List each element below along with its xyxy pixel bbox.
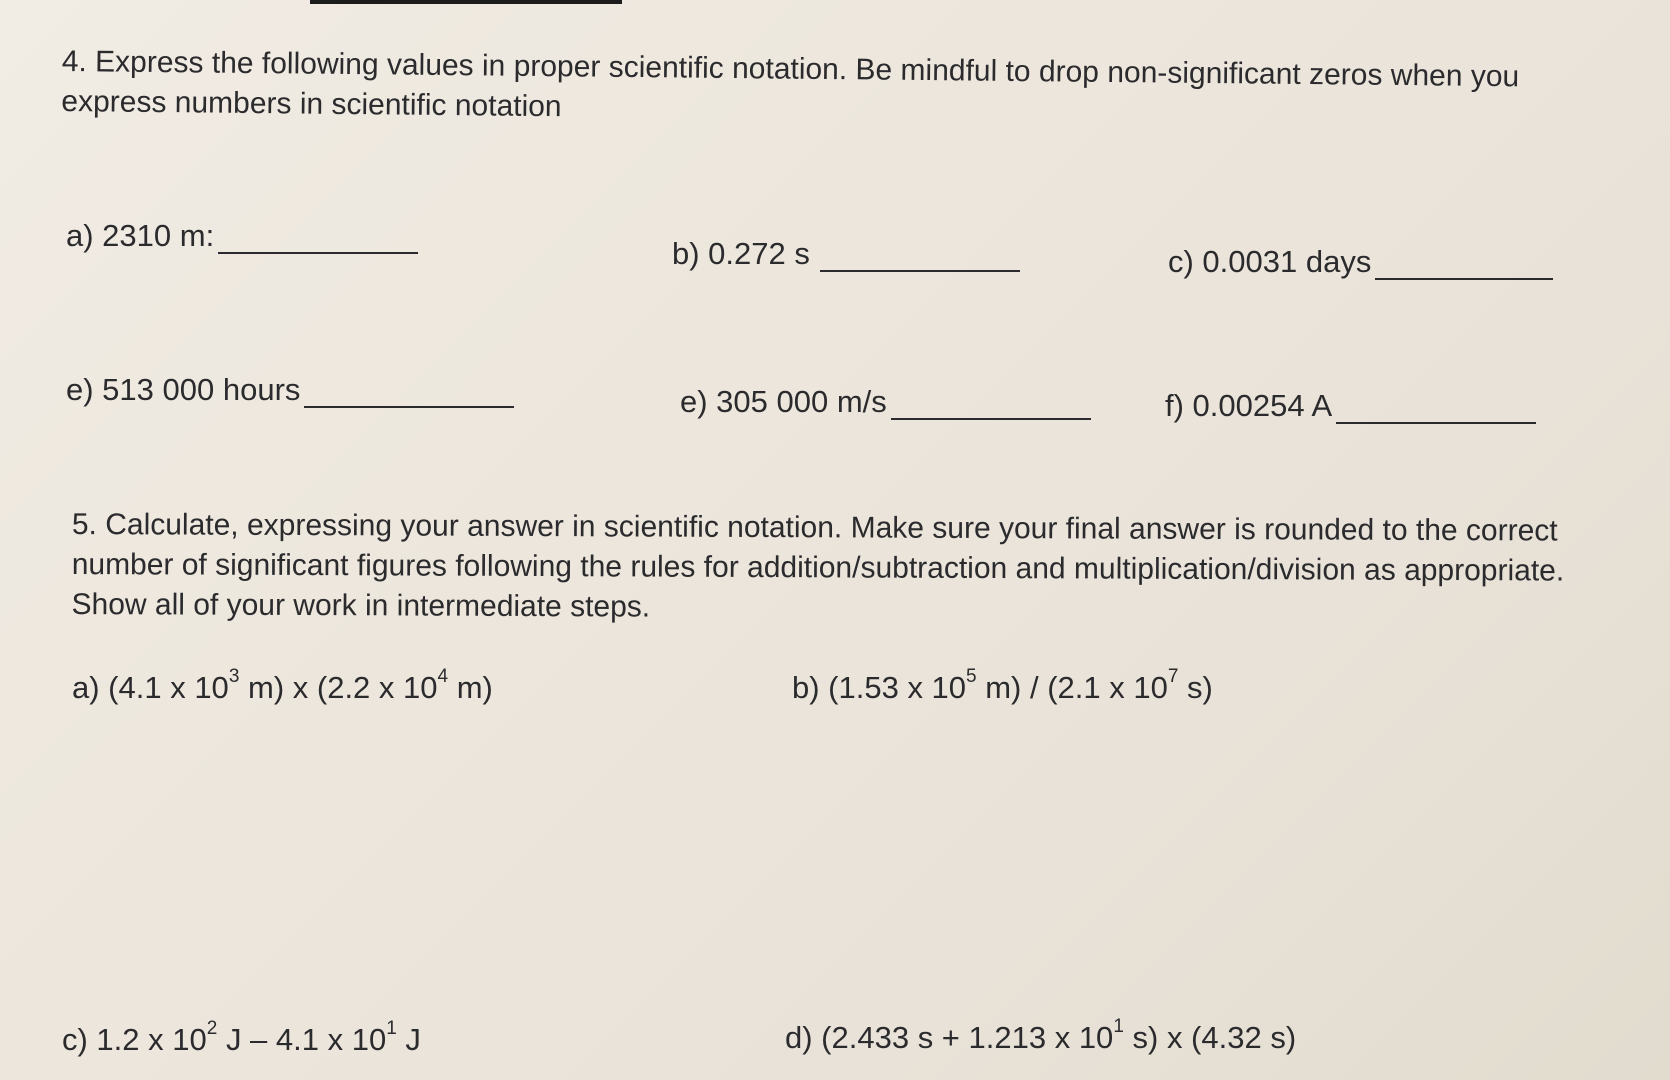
q5-part-d: d) (2.433 s + 1.213 x $10^1$ s) x (4.32 s): [785, 1016, 1297, 1055]
q4-item-e1-label: e) 513 000 hours: [66, 372, 301, 407]
q4-item-e2-answer-blank[interactable]: [891, 390, 1091, 420]
q4-item-f-label: f) 0.00254 A: [1165, 388, 1333, 423]
q4-item-b-label: b) 0.272 s: [672, 236, 810, 271]
q4-item-e2-label: e) 305 000 m/s: [680, 384, 887, 419]
q5-part-b: b) (1.53 x $10^5$ m) / (2.1 x $10^7$ s): [792, 666, 1213, 705]
q4-item-c: [1168, 244, 1553, 280]
q4-item-f-answer-blank[interactable]: [1336, 394, 1536, 424]
page-edge-bar: [310, 0, 622, 4]
q4-item-a-answer-blank[interactable]: [218, 224, 418, 254]
q5-part-c: c) 1.2 x $10^2$ J – 4.1 x $10^1$ J: [62, 1018, 421, 1057]
q5-part-a: a) (4.1 x $10^3$ m) x (2.2 x $10^4$ m): [72, 666, 493, 705]
q4-item-e1-answer-blank[interactable]: [304, 378, 514, 408]
q4-item-c-answer-blank[interactable]: [1375, 250, 1553, 280]
question-4-prompt: 4. Express the following values in proper scientific notation. Be mindful to drop non-significant zeros when you express numbers in scientific notation: [61, 44, 1520, 124]
question-5-prompt: 5. Calculate, expressing your answer in scientific notation. Make sure your final answer is rounded to the correct number of significant figures following the rules for addition/subtraction and multiplication/division as appropriate. Show all of your work in intermediate steps.: [71, 507, 1565, 624]
q4-item-b-answer-blank[interactable]: [820, 242, 1020, 272]
q4-item-a-label: a) 2310 m:: [66, 218, 215, 253]
q4-item-a: [66, 218, 418, 254]
q4-item-e2: [680, 384, 1091, 420]
q4-item-e1: [66, 372, 514, 408]
q4-item-f: [1165, 388, 1536, 424]
q4-item-b: [672, 236, 1020, 272]
q4-item-c-label: c) 0.0031 days: [1168, 244, 1372, 279]
